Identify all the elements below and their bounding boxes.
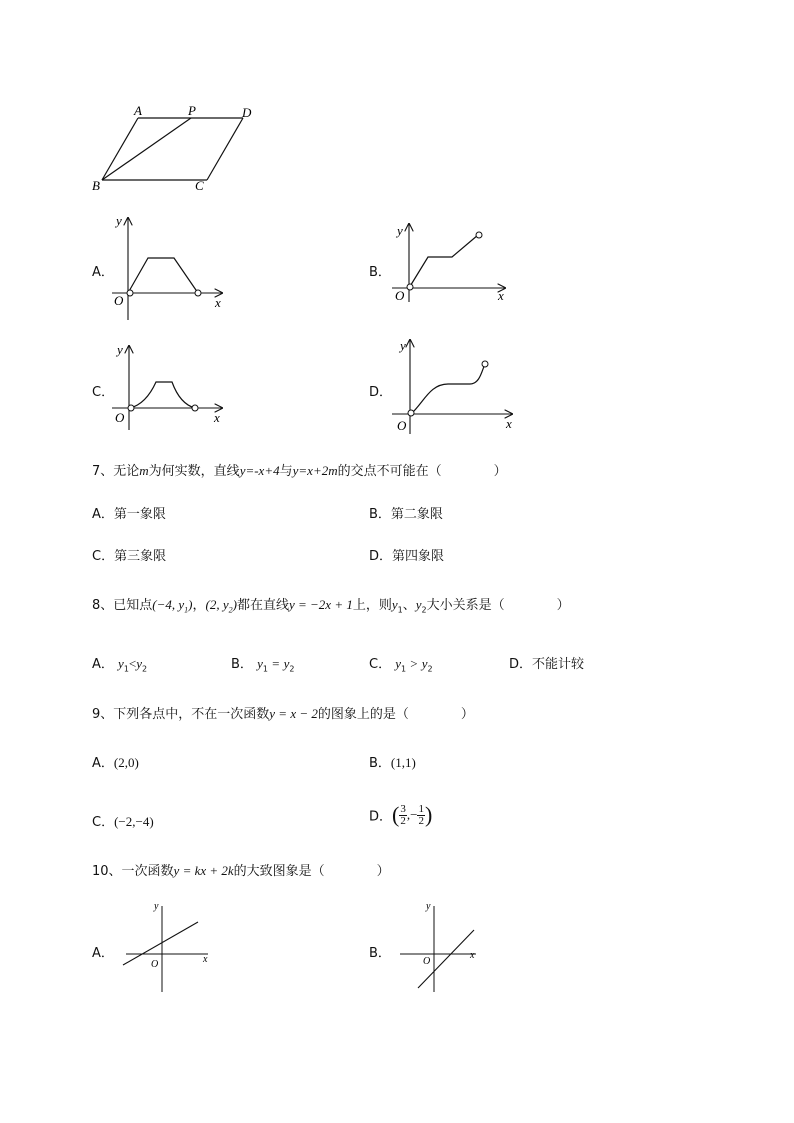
svg-text:x: x bbox=[506, 416, 512, 431]
label-a: A bbox=[134, 103, 142, 118]
svg-text:x: x bbox=[215, 295, 221, 310]
segment-dc bbox=[207, 118, 243, 180]
svg-text:x: x bbox=[498, 288, 504, 302]
q6-option-b-graph bbox=[390, 222, 510, 302]
svg-text:O: O bbox=[114, 293, 124, 308]
q10-option-a-graph bbox=[118, 898, 218, 993]
q7-option-a[interactable]: A．第一象限 bbox=[92, 507, 166, 522]
q8-option-b[interactable]: B． $y_1 = y_2$ bbox=[231, 656, 295, 674]
svg-text:y: y bbox=[426, 901, 431, 912]
svg-text:O: O bbox=[423, 956, 431, 967]
q6-option-c-label: C． bbox=[92, 385, 115, 400]
svg-text:x: x bbox=[214, 410, 220, 425]
q10-option-b-label[interactable]: B． bbox=[369, 946, 391, 961]
q6-option-d-graph bbox=[390, 336, 515, 434]
q6-c-curve bbox=[130, 382, 195, 408]
svg-text:O: O bbox=[151, 959, 159, 970]
q10-option-a-label[interactable]: A． bbox=[92, 946, 114, 961]
q7-option-b[interactable]: B．第二象限 bbox=[369, 507, 443, 522]
svg-text:O: O bbox=[395, 288, 405, 302]
svg-text:x: x bbox=[203, 954, 208, 965]
segment-bp bbox=[102, 118, 191, 180]
label-c: C bbox=[195, 178, 204, 193]
q6-option-a-graph bbox=[110, 212, 230, 322]
q10-a-line bbox=[123, 922, 198, 965]
svg-text:y: y bbox=[154, 901, 159, 912]
parallelogram-figure bbox=[88, 100, 268, 195]
svg-text:y: y bbox=[117, 342, 123, 357]
q6-option-c-graph bbox=[110, 342, 230, 430]
q8-option-a[interactable]: A． $y_1<y_2$ bbox=[92, 656, 148, 674]
q7-option-c[interactable]: C．第三象限 bbox=[92, 549, 167, 564]
label-d: D bbox=[242, 105, 252, 120]
q6-option-b-label: B． bbox=[369, 265, 391, 280]
q9-option-d[interactable]: D．( $\frac{3}{2}$ ,− $\frac{1}{2}$ ) bbox=[369, 802, 433, 827]
svg-text:y: y bbox=[116, 213, 122, 228]
q6-option-a-label: A． bbox=[92, 265, 114, 280]
svg-text:O: O bbox=[397, 418, 407, 433]
q9-option-a[interactable]: A．(2,0) bbox=[92, 755, 139, 771]
q8-option-d[interactable]: D．不能计较 bbox=[509, 657, 585, 672]
q8-option-c[interactable]: C． $y_1 > y_2$ bbox=[369, 656, 433, 674]
segment-ab bbox=[102, 118, 138, 180]
label-p: P bbox=[188, 103, 196, 118]
label-b: B bbox=[92, 178, 100, 193]
q10-option-b-graph bbox=[396, 898, 486, 993]
q9-option-c[interactable]: C．(−2,−4) bbox=[92, 814, 154, 830]
q9-option-b[interactable]: B．(1,1) bbox=[369, 755, 416, 771]
q7-question: 7、无论m为何实数，直线y=-x+4与y=x+2m的交点不可能在（ ） bbox=[92, 463, 507, 479]
q6-b-curve bbox=[409, 235, 478, 288]
q7-option-d[interactable]: D．第四象限 bbox=[369, 549, 445, 564]
q6-d-curve bbox=[411, 364, 485, 414]
svg-text:y: y bbox=[397, 223, 403, 238]
q6-option-d-label: D． bbox=[369, 385, 393, 400]
svg-text:x: x bbox=[470, 950, 475, 961]
q8-question: 8、已知点(−4, $y_1$)，(2, $y_2$)都在直线y = −2x + 1上，则$y_1$、$y_2$大小关系是（ ） bbox=[92, 597, 570, 615]
q10-question: 10、一次函数y = kx + 2k的大致图象是（ ） bbox=[92, 863, 390, 879]
q6-a-curve bbox=[128, 258, 198, 293]
svg-text:O: O bbox=[115, 410, 125, 425]
svg-text:y: y bbox=[400, 338, 406, 353]
q9-question: 9、下列各点中，不在一次函数y = x − 2的图象上的是（ ） bbox=[92, 706, 474, 722]
